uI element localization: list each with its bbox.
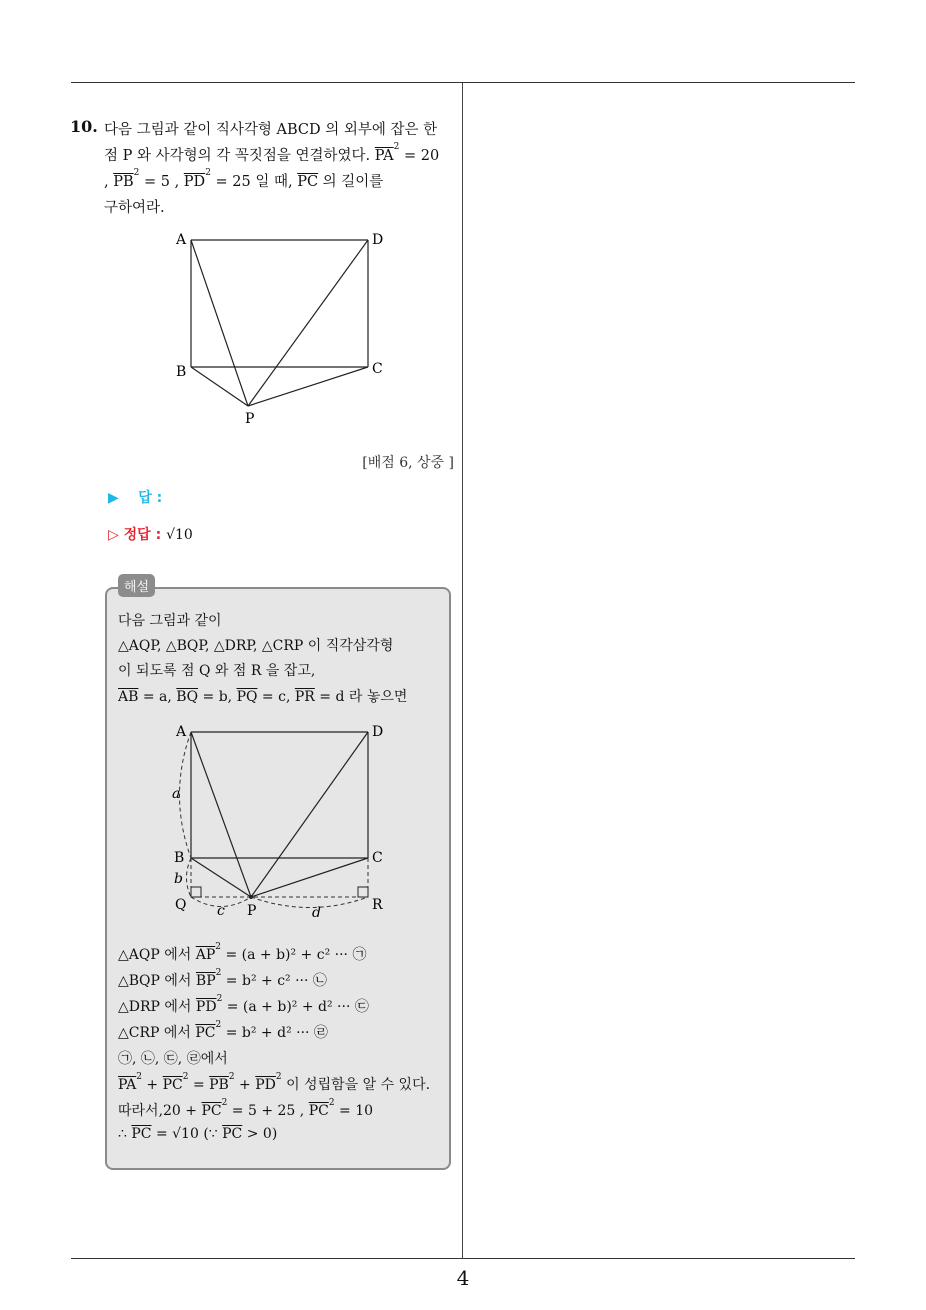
eq2-post: = b² + c² ··· ㉡ [221,973,327,989]
sol-segment-cp [251,858,368,897]
eq2-seg: $\overline{BP}$ [195,973,216,989]
eq4-seg: $\overline{PC}$ [195,1025,216,1041]
eq1-post: = (a + b)² + c² ··· ㉠ [221,947,367,963]
eq4-post: = b² + d² ··· ㉣ [221,1025,328,1041]
question-line-2: 점 P 와 사각형의 각 꼭짓점을 연결하였다. $\overline{PA}^2 = 20$ [104,142,440,164]
seg-pr: $\overline{PR}$ [294,689,315,705]
eq3-post: = (a + b)² + d² ··· ㉢ [222,999,369,1015]
f-mid: = √10 (∵ [151,1126,223,1142]
sol-label-d: D [372,724,384,740]
segment-pb: $\overline{PB}$ [113,174,134,190]
seg-pq: $\overline{PQ}$ [236,689,258,705]
seg-bq: $\overline{BQ}$ [176,689,199,705]
play-icon: ▶ [108,490,119,506]
len-c: c [217,903,225,919]
eq3-seg: $\overline{PD}$ [195,999,217,1015]
score-info: [배점 6, 상중 ] [362,455,454,471]
solution-intro-3: 이 되도록 점 Q 와 점 R 을 잡고, [118,663,316,679]
solution-figure [160,718,400,923]
f-pre: ∴ [118,1126,132,1142]
sol-segment-dp [251,732,368,897]
question-line-1: 다음 그림과 같이 직사각형 ABCD 의 외부에 잡은 한 [104,122,438,138]
t-seg: $\overline{PC}$ [201,1103,222,1119]
question-line-4: 구하여라. [104,200,165,216]
sol-label-b: B [174,850,185,866]
t-post: = 10 [334,1103,374,1119]
c-s3: $\overline{PB}$ [209,1077,229,1093]
question-line-2-text: 점 P 와 사각형의 각 꼭짓점을 연결하였다. [104,148,371,164]
eq-4: △CRP 에서 $\overline{PC}^2 = b^2 + d^2$ ··· ㉣ [118,1020,328,1041]
right-angle-q [191,887,201,897]
brace-b [187,858,192,897]
conclusion-line: $\overline{PA}^2 + \overline{PC}^2 = \overline{PB}^2 + \overline{PD}^2$ 이 성립함을 알 수 있다. [118,1072,431,1093]
len-d: d [312,905,321,921]
segment-bp [191,367,248,406]
sol-label-q: Q [175,897,187,913]
pb-value: = 5 , [143,174,180,190]
question-line-3: , $\overline{PB}^2 = 5$ , $\overline{PD}^2 = 25$ 일 때, $\overline{PC}$ 의 길이를 [104,168,384,190]
solution-intro-1: 다음 그림과 같이 [118,613,222,629]
label-b: B [176,364,187,380]
c-s4: $\overline{PD}$ [255,1077,276,1093]
eq-2: △BQP 에서 $\overline{BP}^2 = b^2 + c^2$ ··· ㉡ [118,968,327,989]
column-divider [462,83,463,1259]
segment-dp [248,240,368,406]
pq-eq: = c, [257,689,295,705]
f-post: > 0) [242,1126,278,1142]
len-a: a [172,786,181,802]
f-seg2: $\overline{PC}$ [222,1126,243,1142]
sol-label-c: C [372,850,383,866]
eq3-pre: △DRP 에서 [118,999,196,1015]
answer-correct [108,524,193,544]
final-line [118,1126,277,1142]
sol-label-r: R [372,897,383,913]
correct-label: 정답 : [123,527,162,543]
label-d: D [372,232,384,248]
label-c: C [372,361,383,377]
eq4-pre: △CRP 에서 [118,1025,196,1041]
right-angle-r [358,887,368,897]
eq-3: △DRP 에서 $\overline{PD}^2 = (a + b)^2 + d^2$ ··· ㉢ [118,994,369,1015]
sol-segment-bp [191,858,251,897]
seg-ab: $\overline{AB}$ [118,689,139,705]
label-a: A [176,232,187,248]
pd-value: = 25 일 때, [215,174,293,190]
eq-1: △AQP 에서 $\overline{AP}^2 = (a + b)^2 + c^2$ ··· ㉠ [118,942,367,963]
question-number: 10. [70,117,98,136]
question-figure [160,225,400,435]
brace-a [180,732,192,858]
pr-eq: = d 라 놓으면 [314,689,408,705]
therefore-line: 따라서$,20 + \overline{PC}^2 = 5 + 25$ , $\overline{PC}^2 = 10$ [118,1098,374,1119]
f-seg: $\overline{PC}$ [131,1126,152,1142]
segment-pd: $\overline{PD}$ [183,174,206,190]
sol-segment-ap [191,732,251,897]
t-mid: = 5 + 25 , [227,1103,309,1119]
label-p: P [245,411,255,427]
solution-defs [118,686,407,706]
solution-tag: 해설 [118,574,155,597]
brace-d [251,897,368,908]
answer-blank [108,487,162,507]
eq2-pre: △BQP 에서 [118,973,196,989]
play-outline-icon: ▷ [108,527,119,543]
bottom-rule [71,1258,855,1259]
question-tail: 의 길이를 [322,174,384,190]
segment-pa: $\overline{PA}$ [374,148,394,164]
t-pre: 따라서,20 + [118,1103,202,1119]
solution-intro-2: △AQP, △BQP, △DRP, △CRP 이 직각삼각형 [118,638,394,654]
ab-eq: = a, [138,689,177,705]
correct-value: √10 [166,527,193,543]
bq-eq: = b, [198,689,237,705]
combine-line: ㉠, ㉡, ㉢, ㉣에서 [118,1051,228,1067]
sol-label-p: P [247,903,257,919]
page-number: 4 [456,1266,470,1290]
c-s1: $\overline{PA}$ [118,1077,137,1093]
c-tail: 이 성립함을 알 수 있다. [286,1077,431,1093]
c-s2: $\overline{PC}$ [162,1077,183,1093]
segment-ap [191,240,248,406]
point-p [249,895,253,899]
eq1-seg: $\overline{AP}$ [195,947,216,963]
eq1-pre: △AQP 에서 [118,947,196,963]
len-b: b [174,871,183,887]
top-rule [71,82,855,83]
segment-cp [248,367,368,406]
answer-label: 답 : [138,490,163,506]
segment-pc: $\overline{PC}$ [297,174,319,190]
sol-label-a: A [176,724,187,740]
t-seg2: $\overline{PC}$ [308,1103,329,1119]
pa-value: = 20 [404,148,440,164]
